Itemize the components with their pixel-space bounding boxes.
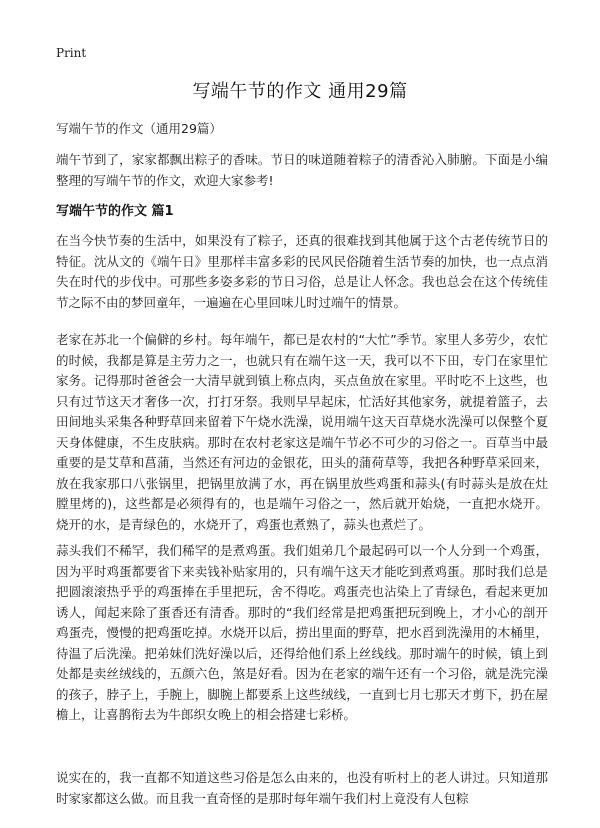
page-title: 写端午节的作文 通用29篇	[192, 81, 408, 102]
body-paragraph: 蒜头我们不稀罕，我们稀罕的是煮鸡蛋。我们姐弟几个最起码可以一个人分到一个鸡蛋，因为平时鸡蛋都要省下来卖钱补贴家用的，只有端午这天才能吃到煮鸡蛋。那时我们总是把圆滚滚热乎乎的鸡蛋捧在手里把玩，舍不得吃。鸡蛋壳也沾染上了青绿色，看起来更加诱人，闻起来除了蛋香还有清香。那时的“我们经常是把鸡蛋把玩到晚上，才小心的剖开鸡蛋壳，慢慢的把鸡蛋吃掉。水烧开以后，捞出里面的野草，把水舀到洗澡用的木桶里，待温了后洗澡。把弟妹们洗好澡以后，还得给他们系上丝线线。那时端午的时候，镇上到处都是卖丝绒线的，五颜六色，煞是好看。因为在老家的端午还有一个习俗，就是洗完澡的孩子，脖子上，手腕上，脚腕上都要系上这些绒线，一直到七月七那天才剪下，扔在屋檐上，让喜鹊衔去为牛郎织女晚上的相会搭建七彩桥。	[56, 543, 548, 722]
body-paragraph: 说实在的，我一直都不知道这些习俗是怎么由来的，也没有听村上的老人讲过。只知道那时家家都这么做。而且我一直奇怪的是那时每年端午我们村上竟没有人包粽	[56, 770, 548, 806]
body-paragraph: 在当今快节奏的生活中，如果没有了粽子，还真的很难找到其他属于这个古老传统节日的特征。沈从文的《端午日》里那样丰富多彩的民风民俗随着生活节奏的加快，也一点点消失在时代的步伐中。可那些多姿多彩的节日习俗，总是让人怀念。我也总会在这个传统佳节之际不由的梦回童年，一遍遍在心里回味儿时过端午的情景。	[56, 233, 548, 310]
article-subtitle: 写端午节的作文（通用29篇）	[56, 121, 222, 136]
intro-paragraph: 端午节到了，家家都飘出粽子的香味。节日的味道随着粽子的清香沁入肺腑。下面是小编整理的写端午节的作文，欢迎大家参考!	[56, 152, 548, 188]
body-paragraph: 老家在苏北一个偏僻的乡村。每年端午，都已是农村的“大忙”季节。家里人多劳少，农忙的时候，我都是算是主劳力之一，也就只有在端午这一天，我可以不下田，专门在家里忙家务。记得那时爸爸会一大清早就到镇上称点肉，买点鱼放在家里。平时吃不上这些，也只有过节这天才奢侈一次，打打牙祭。我则早早起床，忙活好其他家务，就提着篮子，去田间地头采集各种野草回来留着下午烧水洗澡，说用端午这天百草烧水洗澡可以保整个夏天身体健康，不生皮肤病。那时在农村老家这是端午节必不可少的习俗之一。百草当中最重要的是艾草和菖蒲，当然还有河边的金银花，田头的蒲荷草等，我把各种野草采回来，放在我家那口八张锅里，把锅里放满了水，再在锅里放些鸡蛋和蒜头(有时蒜头是放在灶膛里烤的)，这些都是必须得有的，也是端午习俗之一，然后就开始烧，一直把水烧开。烧开的水，是青绿色的，水烧开了，鸡蛋也煮熟了，蒜头也煮烂了。	[56, 332, 548, 532]
print-link[interactable]: Print	[56, 46, 87, 60]
section-heading: 写端午节的作文 篇1	[56, 204, 174, 219]
